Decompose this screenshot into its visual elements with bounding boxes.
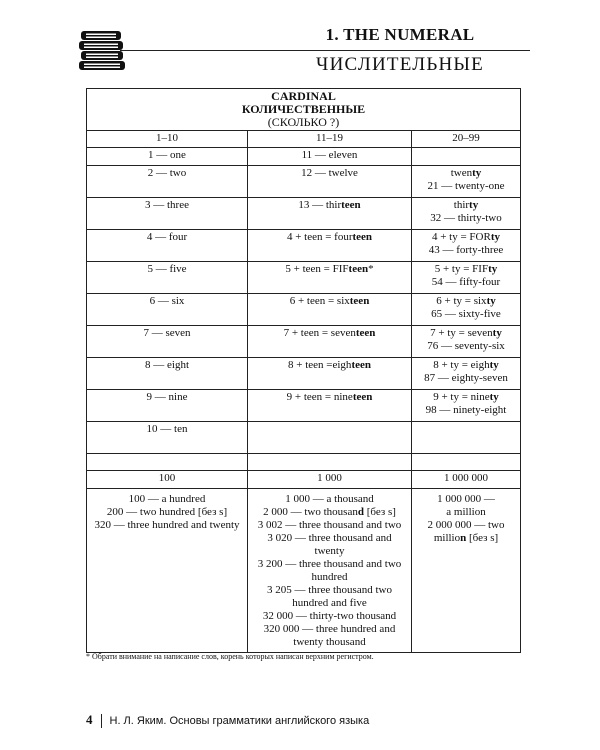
text-emphasis: n bbox=[460, 532, 467, 544]
text-emphasis: teen bbox=[349, 295, 370, 307]
text-plain: 5 + teen = FIF bbox=[285, 263, 349, 275]
text-emphasis: teen bbox=[351, 359, 371, 371]
thousands-line: twenty thousand bbox=[293, 636, 366, 648]
text-emphasis: teen bbox=[352, 231, 373, 243]
text-plain: 11 — eleven bbox=[301, 149, 358, 161]
cell-tens bbox=[412, 390, 521, 422]
cell-teens bbox=[248, 166, 412, 198]
text-plain: 2 000 — two thousan bbox=[263, 506, 358, 518]
table-row bbox=[87, 358, 521, 390]
header-100: 100 bbox=[87, 471, 248, 489]
millions-line: 1 000 000 — bbox=[437, 493, 495, 505]
cell-tens bbox=[412, 326, 521, 358]
text-plain: 4 + teen = four bbox=[286, 231, 353, 243]
millions-cell bbox=[412, 489, 521, 653]
text-plain: thir bbox=[453, 199, 470, 211]
text-emphasis: ty bbox=[469, 199, 479, 211]
table-row bbox=[87, 294, 521, 326]
caption-line-3: (СКОЛЬКО ?) bbox=[267, 115, 340, 129]
text-plain: 7 + ty = seven bbox=[430, 327, 493, 339]
hundreds-line: 200 — two hundred [без s] bbox=[106, 506, 228, 518]
thousands-line: 3 002 — three thousand and two bbox=[257, 519, 402, 531]
cell-units: 1 — one bbox=[87, 148, 248, 166]
tens-formula bbox=[415, 167, 517, 180]
table-row bbox=[87, 148, 521, 166]
cell-teens bbox=[248, 390, 412, 422]
cell-units: 5 — five bbox=[87, 262, 248, 294]
text-emphasis: teen bbox=[355, 327, 376, 339]
footer-divider bbox=[101, 714, 102, 728]
text-emphasis: teen bbox=[341, 199, 361, 211]
cell-units: 6 — six bbox=[87, 294, 248, 326]
text-emphasis: ty bbox=[486, 295, 496, 307]
millions-line: a million bbox=[446, 506, 486, 518]
text-plain: twen bbox=[450, 167, 473, 179]
thousands-line: 320 000 — three hundred and bbox=[263, 623, 396, 635]
page-number: 4 bbox=[86, 712, 93, 727]
text-emphasis: ty bbox=[488, 263, 498, 275]
table-row bbox=[87, 262, 521, 294]
text-emphasis: ty bbox=[490, 231, 501, 243]
tens-formula bbox=[415, 199, 517, 212]
table-row bbox=[87, 326, 521, 358]
books-icon bbox=[78, 30, 126, 70]
text-emphasis: ty bbox=[489, 359, 499, 371]
text-plain: 6 + ty = six bbox=[436, 295, 487, 307]
text-plain: 4 + ty = FOR bbox=[431, 231, 491, 243]
tens-example: 87 — eighty-seven bbox=[424, 372, 508, 384]
thousands-line: 32 000 — thirty-two thousand bbox=[262, 610, 397, 622]
tens-formula bbox=[415, 327, 517, 340]
table-row bbox=[87, 390, 521, 422]
page-title: 1. THE NUMERAL bbox=[325, 25, 475, 44]
tens-example: 43 — forty-three bbox=[428, 244, 504, 256]
text-plain: 9 + ty = nine bbox=[433, 391, 490, 403]
table-row bbox=[87, 198, 521, 230]
thousands-line: 1 000 — a thousand bbox=[285, 493, 374, 505]
cell-units: 10 — ten bbox=[87, 422, 248, 454]
cell-teens bbox=[248, 358, 412, 390]
tens-formula bbox=[415, 359, 517, 372]
cell-tens bbox=[412, 262, 521, 294]
thousands-cell bbox=[248, 489, 412, 653]
cell-units: 3 — three bbox=[87, 198, 248, 230]
text-plain: 9 + teen = nine bbox=[286, 391, 353, 403]
tens-formula bbox=[415, 295, 517, 308]
tens-example: 54 — fifty-four bbox=[431, 276, 501, 288]
thousands-line: 3 020 — three thousand and bbox=[267, 532, 392, 544]
thousands-line bbox=[251, 506, 408, 519]
cell-teens bbox=[248, 148, 412, 166]
tens-example: 76 — seventy-six bbox=[427, 340, 505, 352]
header-1000000: 1 000 000 bbox=[412, 471, 521, 489]
thousands-line: hundred and five bbox=[292, 597, 367, 609]
thousands-line: hundred bbox=[311, 571, 348, 583]
tens-example: 32 — thirty-two bbox=[430, 212, 502, 224]
numerals-rows bbox=[87, 148, 521, 454]
text-emphasis: d bbox=[357, 506, 364, 518]
cell-units: 8 — eight bbox=[87, 358, 248, 390]
cell-teens bbox=[248, 262, 412, 294]
header-1000: 1 000 bbox=[248, 471, 412, 489]
caption-line-1: CARDINAL bbox=[271, 89, 336, 103]
footnote: * Обрати внимание на написание слов, корень которых написан верхним регистром. bbox=[86, 652, 374, 661]
cell-units: 2 — two bbox=[87, 166, 248, 198]
cell-tens bbox=[412, 230, 521, 262]
hundreds-line: 320 — three hundred and twenty bbox=[94, 519, 240, 531]
text-plain: millio bbox=[433, 532, 461, 544]
thousands-line: 3 205 — three thousand two bbox=[267, 584, 392, 596]
text-emphasis: ty bbox=[489, 391, 499, 403]
table-row bbox=[87, 166, 521, 198]
cell-units: 7 — seven bbox=[87, 326, 248, 358]
caption-line-2: КОЛИЧЕСТВЕННЫЕ bbox=[241, 102, 366, 116]
cell-teens bbox=[248, 294, 412, 326]
cell-teens bbox=[248, 230, 412, 262]
text-plain: 6 + teen = six bbox=[289, 295, 350, 307]
text-plain: [без s] bbox=[363, 506, 396, 518]
thousands-line: twenty bbox=[314, 545, 345, 557]
text-plain: 8 + ty = eigh bbox=[433, 359, 490, 371]
cell-tens bbox=[412, 358, 521, 390]
cell-units: 4 — four bbox=[87, 230, 248, 262]
text-emphasis: teen bbox=[352, 391, 373, 403]
spacer-row bbox=[87, 454, 521, 471]
tens-formula bbox=[415, 231, 517, 244]
text-plain: [без s] bbox=[466, 532, 499, 544]
page-subtitle: ЧИСЛИТЕЛЬНЫЕ bbox=[316, 54, 484, 75]
tens-formula bbox=[415, 263, 517, 276]
cardinal-caption bbox=[87, 89, 521, 131]
text-plain: 12 — twelve bbox=[301, 167, 358, 179]
tens-example: 21 — twenty-one bbox=[427, 180, 505, 192]
thousands-line: 3 200 — three thousand and two bbox=[257, 558, 402, 570]
text-emphasis: ty bbox=[492, 327, 502, 339]
millions-line: 2 000 000 — two bbox=[427, 519, 505, 531]
numerals-table bbox=[86, 88, 521, 653]
text-emphasis: ty bbox=[472, 167, 482, 179]
column-header-1-10: 1–10 bbox=[87, 131, 248, 148]
tens-formula bbox=[415, 391, 517, 404]
title-divider bbox=[120, 50, 530, 51]
column-header-20-99: 20–99 bbox=[412, 131, 521, 148]
column-header-11-19: 11–19 bbox=[248, 131, 412, 148]
text-plain: 7 + teen = seven bbox=[283, 327, 356, 339]
cell-teens bbox=[248, 198, 412, 230]
cell-tens bbox=[412, 294, 521, 326]
table-row bbox=[87, 422, 521, 454]
cell-tens bbox=[412, 422, 521, 454]
page-footer bbox=[86, 712, 369, 728]
footer-text: Н. Л. Яким. Основы грамматики английского языка bbox=[109, 715, 370, 727]
text-plain: 13 — thir bbox=[298, 199, 342, 211]
table-row bbox=[87, 230, 521, 262]
text-emphasis: teen bbox=[348, 263, 369, 275]
tens-example: 65 — sixty-five bbox=[431, 308, 501, 320]
text-plain: 8 + teen =eigh bbox=[288, 359, 352, 371]
cell-tens bbox=[412, 166, 521, 198]
cell-units: 9 — nine bbox=[87, 390, 248, 422]
cell-tens bbox=[412, 148, 521, 166]
hundreds-cell bbox=[87, 489, 248, 653]
cell-teens bbox=[248, 326, 412, 358]
millions-line bbox=[415, 532, 517, 545]
hundreds-line: 100 — a hundred bbox=[128, 493, 206, 505]
text-plain: 5 + ty = FIF bbox=[434, 263, 489, 275]
cell-tens bbox=[412, 198, 521, 230]
cell-teens bbox=[248, 422, 412, 454]
tens-example: 98 — ninety-eight bbox=[425, 404, 507, 416]
text-plain: * bbox=[368, 263, 374, 275]
